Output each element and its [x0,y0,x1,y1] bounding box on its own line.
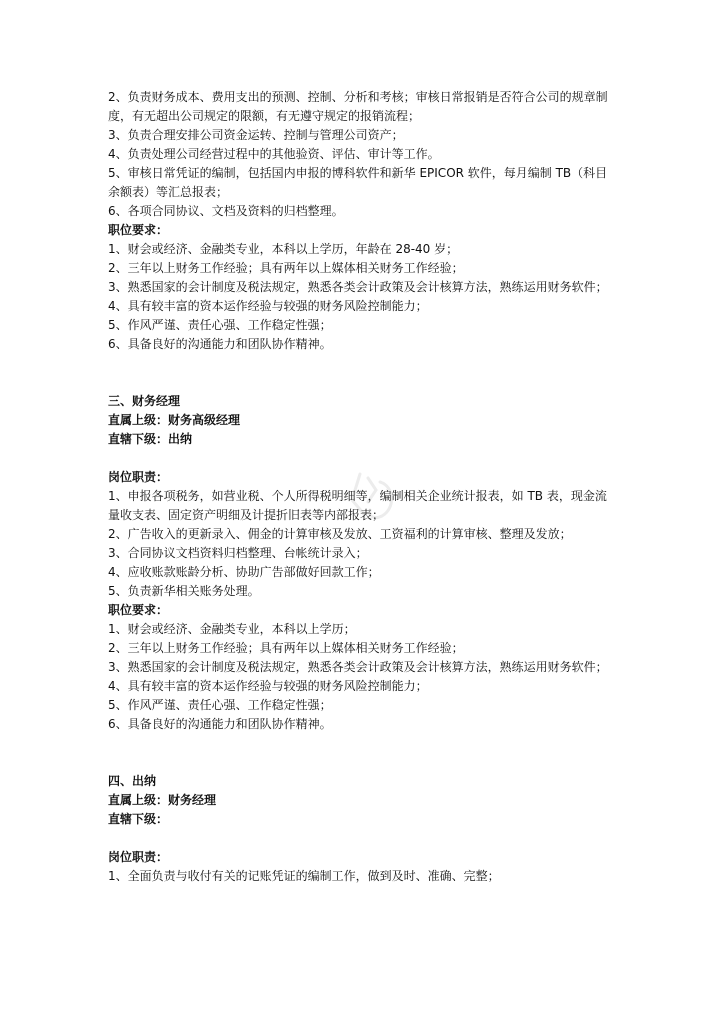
list-item: 4、具有较丰富的资本运作经验与较强的财务风险控制能力； [108,679,428,693]
list-item: 1、财会或经济、金融类专业，本科以上学历，年龄在 28-40 岁； [108,242,459,256]
list-item: 3、熟悉国家的会计制度及税法规定，熟悉各类会计政策及会计核算方法，熟练运用财务软件； [108,660,608,674]
list-item: 6、具备良好的沟通能力和团队协作精神。 [108,337,332,351]
list-item: 4、应收账款账龄分析、协助广告部做好回款工作； [108,565,380,579]
list-item: 5、作风严谨、责任心强、工作稳定性强； [108,318,332,332]
list-item: 6、各项合同协议、文档及资料的归档整理。 [108,204,344,218]
spacer [108,354,616,392]
list-item: 3、熟悉国家的会计制度及税法规定，熟悉各类会计政策及会计核算方法，熟练运用财务软件； [108,280,608,294]
subordinate-line: 直辖下级：出纳 [108,432,193,446]
list-item: 2、三年以上财务工作经验；具有两年以上媒体相关财务工作经验； [108,641,464,655]
duty-list [108,867,616,886]
list-item: 2、广告收入的更新录入、佣金的计算审核及发放、工资福利的计算审核、整理及发放； [108,527,572,541]
requirements-list [108,620,616,734]
list-item: 5、作风严谨、责任心强、工作稳定性强； [108,698,332,712]
list-item: 1、全面负责与收付有关的记账凭证的编制工作，做到及时、准确、完整； [108,869,500,883]
list-item: 3、负责合理安排公司资金运转、控制与管理公司资产； [108,128,404,142]
spacer [108,829,616,848]
list-item: 3、合同协议文档资料归档整理、台帐统计录入； [108,546,368,560]
watermark-logo-icon [338,460,408,530]
section-title: 四、出纳 [108,774,157,788]
list-item: 6、具备良好的沟通能力和团队协作精神。 [108,717,332,731]
superior-line: 直属上级：财务高级经理 [108,413,241,427]
list-item: 1、申报各项税务，如营业税、个人所得税明细等，编制相关企业统计报表，如 TB 表，现金流量收支表、固定资产明细及计提折旧表等内部报表； [108,489,607,522]
list-item: 1、财会或经济、金融类专业，本科以上学历； [108,622,356,636]
superior-line: 直属上级：财务经理 [108,793,217,807]
subordinate-line: 直辖下级： [108,812,169,826]
spacer [108,734,616,772]
requirements-heading: 职位要求： [108,603,169,617]
list-item: 2、负责财务成本、费用支出的预测、控制、分析和考核；审核日常报销是否符合公司的规章制度，有无超出公司规定的限额，有无遵守规定的报销流程； [108,90,608,123]
list-item: 4、具有较丰富的资本运作经验与较强的财务风险控制能力； [108,299,428,313]
list-item: 2、三年以上财务工作经验；具有两年以上媒体相关财务工作经验； [108,261,464,275]
list-item: 4、负责处理公司经营过程中的其他验资、评估、审计等工作。 [108,147,440,161]
list-item: 5、负责新华相关账务处理。 [108,584,260,598]
section-title: 三、财务经理 [108,394,181,408]
duty-heading: 岗位职责： [108,850,169,864]
requirements-heading: 职位要求： [108,223,169,237]
block1-list [108,88,616,221]
duty-heading: 岗位职责： [108,470,169,484]
list-item: 5、审核日常凭证的编制，包括国内申报的博科软件和新华 EPICOR 软件，每月编制 TB（科目余额表）等汇总报表； [108,166,608,199]
requirements-list [108,240,616,354]
